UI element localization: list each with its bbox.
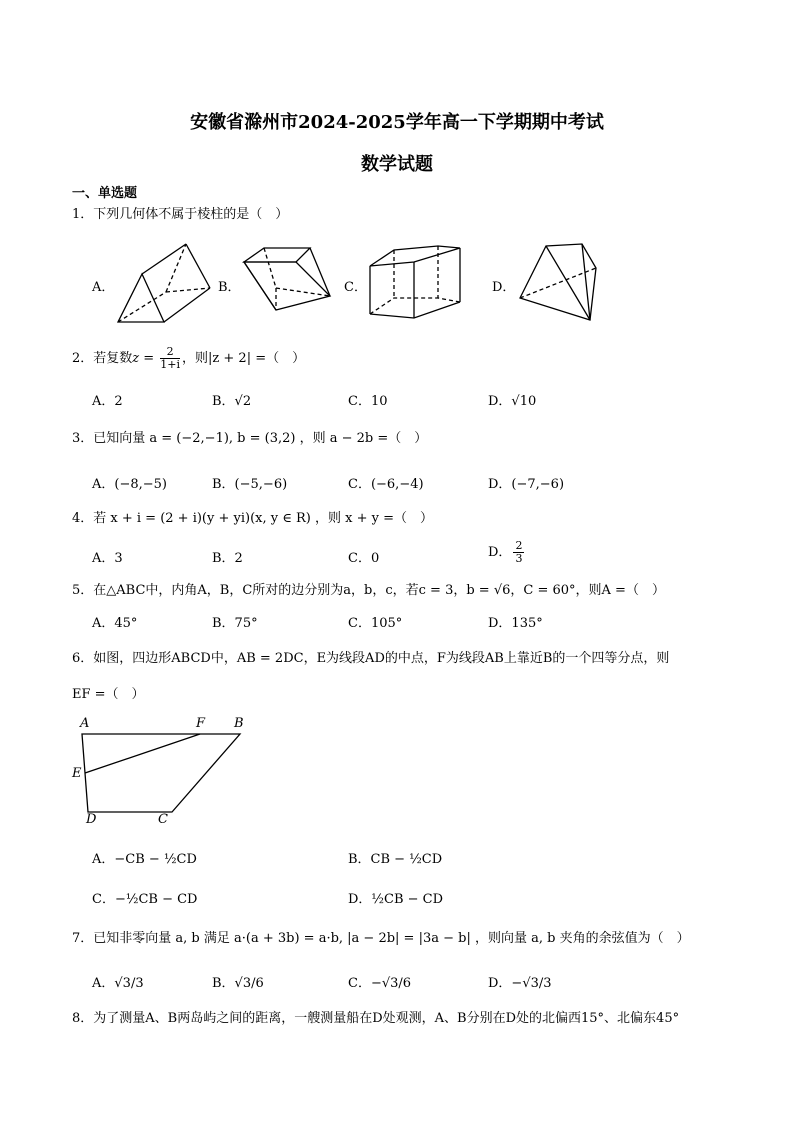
q1-option-d-label: D． [492, 280, 516, 295]
q5-option-a: A．45° [92, 616, 138, 631]
q3-option-b: B．(−5,−6) [212, 477, 288, 492]
q4-option-d-fraction [513, 540, 524, 565]
q3-option-d: D．(−7,−6) [488, 477, 565, 492]
q2-option-d: D．√10 [488, 394, 537, 409]
q1-option-c-label: C． [344, 280, 367, 295]
q6-quadrilateral-figure [76, 730, 246, 816]
q4-option-c: C．0 [348, 551, 380, 566]
question-1-stem: 1．下列几何体不属于棱柱的是（ ） [72, 207, 289, 222]
q6-label-c: C [158, 812, 168, 827]
q7-option-d: D．−√3/3 [488, 976, 552, 991]
question-4-stem: 4．若 x + i = (2 + i)(y + yi)(x, y ∈ R) ，则 x + y =（ ） [72, 511, 433, 526]
q1-figure-a-prism [112, 240, 216, 326]
q6-label-a: A [80, 716, 90, 731]
q2-stem-pre: 2．若复数 [72, 351, 133, 366]
question-6-stem-line1: 6．如图，四边形ABCD中，AB = 2DC，E为线段AD的中点，F为线段AB上靠近B的一个四等分点，则 [72, 651, 670, 666]
q1-option-b-label: B． [218, 280, 241, 295]
question-7-stem: 7．已知非零向量 a, b 满足 a·(a + 3b) = a·b, |a − 2b| = |3a − b| ，则向量 a, b 夹角的余弦值为（ ） [72, 931, 690, 946]
question-6-stem-line2: EF =（ ） [72, 687, 145, 702]
q6-label-d: D [86, 812, 97, 827]
q4-option-d-prefix: D． [488, 545, 512, 560]
q4-d-den: 3 [515, 552, 523, 565]
q2-fraction [160, 346, 180, 371]
q6-option-b: B．CB − ½CD [348, 852, 443, 867]
q7-option-b: B．√3/6 [212, 976, 264, 991]
question-5-stem: 5．在△ABC中，内角A，B，C所对的边分别为a，b，c，若c = 3，b = √6，C = 60°，则A =（ ） [72, 583, 665, 598]
question-8-stem: 8．为了测量A、B两岛屿之间的距离，一艘测量船在D处观测，A、B分别在D处的北偏西15°、北偏东45° [72, 1011, 680, 1026]
q1-figure-b-parallelepiped [236, 244, 336, 314]
q2-frac-den: 1+i [160, 358, 181, 371]
q4-option-b: B．2 [212, 551, 243, 566]
q6-option-d: D．½CB − CD [348, 892, 444, 907]
q3-option-a: A．(−8,−5) [92, 477, 167, 492]
q2-stem-post: ，则|z + 2| =（ ） [182, 351, 306, 366]
q3-option-c: C．(−6,−4) [348, 477, 424, 492]
question-2-stem [72, 346, 305, 371]
question-3-stem: 3．已知向量 a = (−2,−1), b = (3,2) ，则 a − 2b =（ ） [72, 431, 428, 446]
q4-option-a: A．3 [92, 551, 123, 566]
section-label: 一、单选题 [72, 186, 138, 201]
q6-option-a: A．−CB − ½CD [92, 852, 197, 867]
q6-label-e: E [72, 766, 82, 781]
q6-option-c: C．−½CB − CD [92, 892, 198, 907]
q7-option-c: C．−√3/6 [348, 976, 412, 991]
q6-label-b: B [234, 716, 244, 731]
q2-option-b: B．√2 [212, 394, 252, 409]
q5-option-d: D．135° [488, 616, 543, 631]
q4-d-num: 2 [515, 539, 523, 552]
q2-option-c: C．10 [348, 394, 388, 409]
q1-option-a-label: A． [92, 280, 115, 295]
page-title: 安徽省滁州市2024-2025学年高一下学期期中考试 [190, 112, 604, 133]
q1-figure-d-solid [516, 242, 602, 322]
q5-option-b: B．75° [212, 616, 258, 631]
q4-option-d [488, 540, 526, 565]
q2-option-a: A．2 [92, 394, 123, 409]
page-subtitle: 数学试题 [361, 154, 433, 175]
q5-option-c: C．105° [348, 616, 403, 631]
q1-figure-c-prism [364, 242, 464, 322]
q2-frac-num: 2 [160, 346, 180, 359]
q6-label-f: F [196, 716, 206, 731]
q7-option-a: A．√3/3 [92, 976, 144, 991]
q2-z-eq: z = [132, 351, 155, 366]
